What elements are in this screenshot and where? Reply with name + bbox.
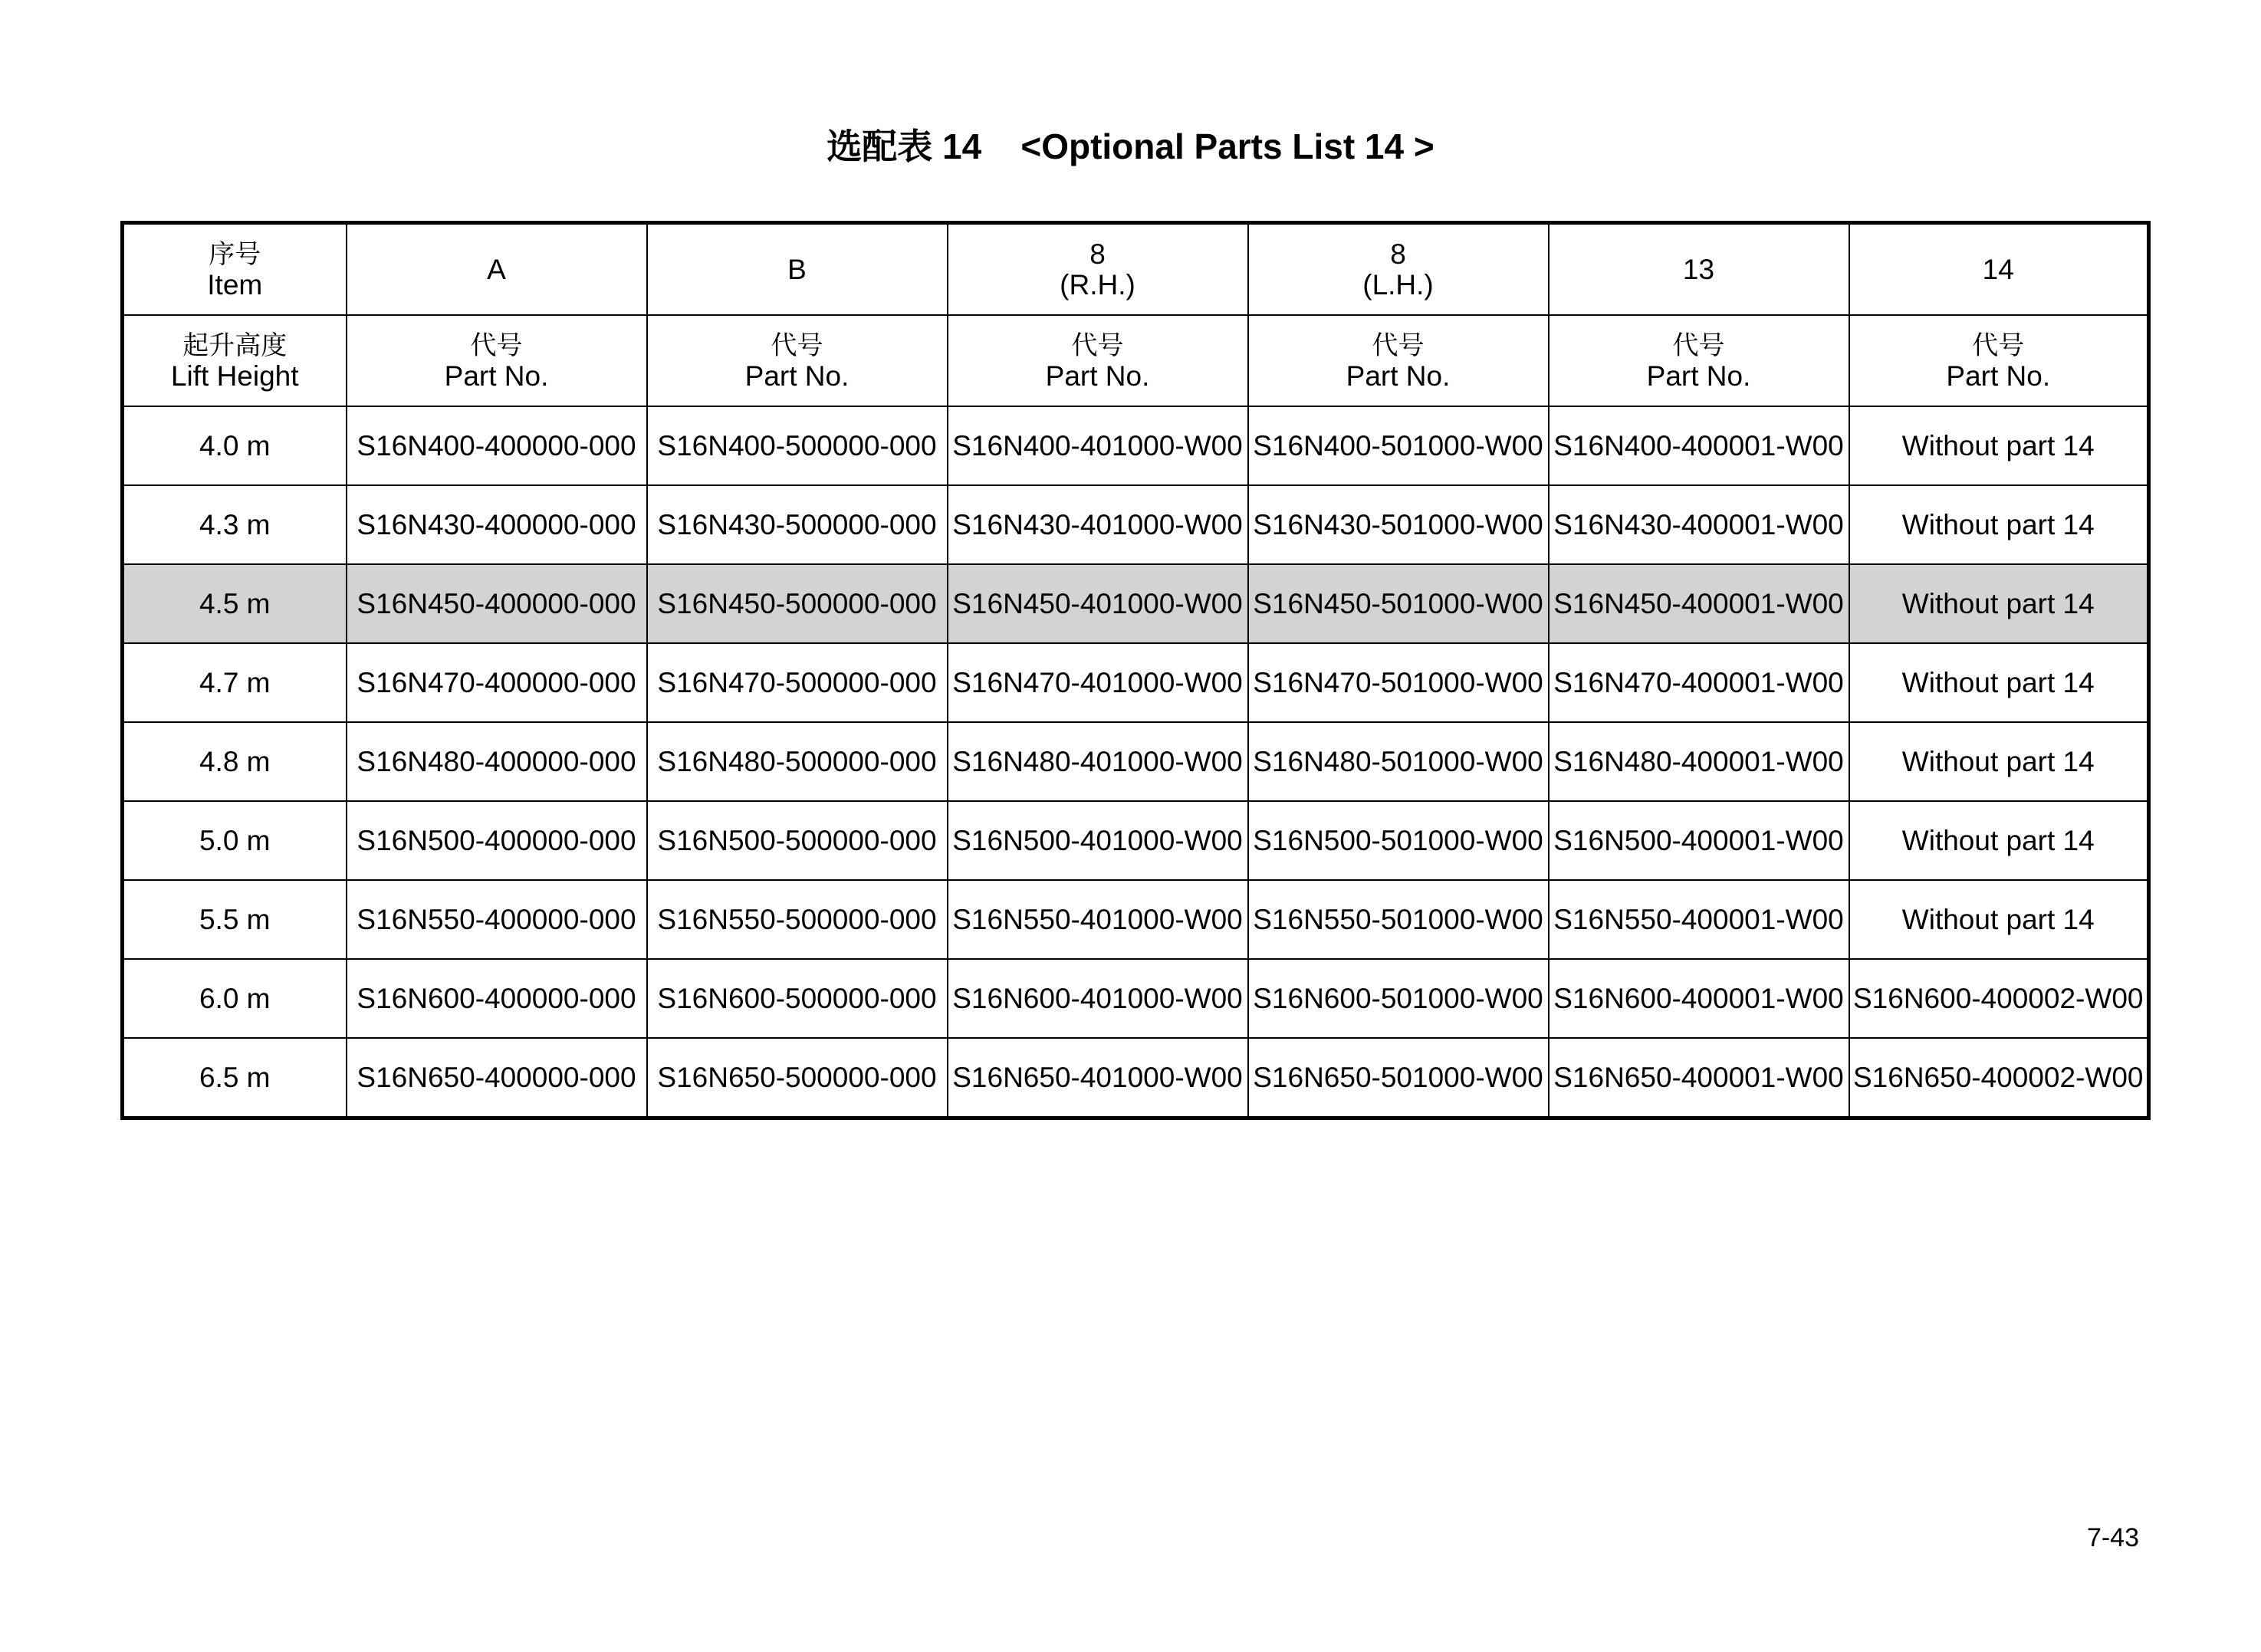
part-no-cell: S16N400-400000-000 [347,406,647,485]
header-part-no-zh: 代号 [1071,330,1124,361]
part-no-cell: S16N400-400001-W00 [1549,406,1849,485]
header-part-no [1849,315,2149,406]
header-part-no-en: Part No. [444,360,549,392]
header-part-no [347,315,647,406]
part-no-cell: S16N550-400001-W00 [1549,880,1849,959]
part-no-cell: S16N480-500000-000 [647,722,948,801]
part-no-cell: S16N470-401000-W00 [948,643,1248,722]
header-col-8-rh-side: (R.H.) [1060,268,1135,301]
part-no-cell: S16N470-400000-000 [347,643,647,722]
lift-height-cell: 6.0 m [123,959,347,1038]
header-part-no-en: Part No. [1346,360,1451,392]
header-col-b [647,223,948,316]
header-part-no-zh: 代号 [1972,330,2025,361]
table-row [123,801,2149,880]
part-no-cell: S16N550-500000-000 [647,880,948,959]
header-part-no-zh: 代号 [470,330,523,361]
header-row-item [123,223,2149,316]
header-col-a-label: A [487,253,506,285]
header-part-no-zh: 代号 [771,330,823,361]
part-no-cell: S16N500-400001-W00 [1549,801,1849,880]
title-number: 14 [942,126,982,166]
table-row [123,880,2149,959]
header-part-no-zh: 代号 [1372,330,1425,361]
header-item [123,223,347,316]
title-zh: 选配表 [827,126,933,167]
part-no-cell: S16N650-500000-000 [647,1038,948,1118]
header-row-part-no [123,315,2149,406]
header-item-en: Item [207,268,263,301]
header-col-b-label: B [787,253,807,285]
part-no-cell: S16N650-400000-000 [347,1038,647,1118]
part-no-cell: S16N400-500000-000 [647,406,948,485]
header-part-no [948,315,1248,406]
lift-height-cell: 4.0 m [123,406,347,485]
part-no-cell: Without part 14 [1849,643,2149,722]
part-no-cell: S16N430-501000-W00 [1248,485,1549,564]
header-part-no-zh: 代号 [1672,330,1725,361]
table-row [123,406,2149,485]
header-col-13 [1549,223,1849,316]
part-no-cell: S16N500-401000-W00 [948,801,1248,880]
part-no-cell: S16N650-400002-W00 [1849,1038,2149,1118]
part-no-cell: Without part 14 [1849,722,2149,801]
lift-height-cell: 4.8 m [123,722,347,801]
part-no-cell: S16N600-401000-W00 [948,959,1248,1038]
part-no-cell: S16N480-400001-W00 [1549,722,1849,801]
part-no-cell: Without part 14 [1849,801,2149,880]
header-part-no [1549,315,1849,406]
part-no-cell: S16N600-400001-W00 [1549,959,1849,1038]
table-row [123,485,2149,564]
header-col-8-rh [948,223,1248,316]
header-col-a [347,223,647,316]
part-no-cell: S16N470-501000-W00 [1248,643,1549,722]
page-title [0,126,2261,167]
part-no-cell: S16N400-401000-W00 [948,406,1248,485]
table-row [123,1038,2149,1118]
part-no-cell: Without part 14 [1849,406,2149,485]
part-no-cell: S16N430-500000-000 [647,485,948,564]
header-lift-height-zh: 起升高度 [182,330,288,361]
part-no-cell: S16N430-400001-W00 [1549,485,1849,564]
part-no-cell: S16N600-400000-000 [347,959,647,1038]
part-no-cell: S16N480-400000-000 [347,722,647,801]
part-no-cell: S16N600-501000-W00 [1248,959,1549,1038]
part-no-cell: S16N500-400000-000 [347,801,647,880]
part-no-cell: S16N450-401000-W00 [948,564,1248,643]
header-part-no-en: Part No. [1045,360,1150,392]
header-col-8-lh [1248,223,1549,316]
part-no-cell: S16N480-401000-W00 [948,722,1248,801]
lift-height-cell: 6.5 m [123,1038,347,1118]
part-no-cell: S16N500-500000-000 [647,801,948,880]
part-no-cell: S16N450-501000-W00 [1248,564,1549,643]
lift-height-cell: 5.0 m [123,801,347,880]
part-no-cell: S16N650-401000-W00 [948,1038,1248,1118]
part-no-cell: S16N550-401000-W00 [948,880,1248,959]
part-no-cell: S16N430-400000-000 [347,485,647,564]
part-no-cell: S16N470-500000-000 [647,643,948,722]
optional-parts-table [120,221,2151,1120]
part-no-cell: S16N600-400002-W00 [1849,959,2149,1038]
table-row [123,564,2149,643]
part-no-cell: Without part 14 [1849,485,2149,564]
lift-height-cell: 4.5 m [123,564,347,643]
part-no-cell: S16N450-400001-W00 [1549,564,1849,643]
header-item-zh: 序号 [209,238,261,270]
part-no-cell: S16N650-501000-W00 [1248,1038,1549,1118]
header-part-no-en: Part No. [744,360,850,392]
header-lift-height [123,315,347,406]
header-col-14-label: 14 [1982,253,2014,285]
header-col-8-rh-number: 8 [1089,238,1106,270]
header-part-no [1248,315,1549,406]
part-no-cell: S16N450-500000-000 [647,564,948,643]
part-no-cell: S16N470-400001-W00 [1549,643,1849,722]
header-col-13-label: 13 [1682,253,1715,285]
part-no-cell: S16N450-400000-000 [347,564,647,643]
header-part-no-en: Part No. [1946,360,2051,392]
header-part-no-en: Part No. [1646,360,1751,392]
table-row [123,959,2149,1038]
header-col-8-lh-side: (L.H.) [1362,268,1434,301]
title-en: <Optional Parts List 14 > [1020,126,1434,166]
part-no-cell: S16N500-501000-W00 [1248,801,1549,880]
lift-height-cell: 5.5 m [123,880,347,959]
part-no-cell: S16N550-501000-W00 [1248,880,1549,959]
part-no-cell: S16N430-401000-W00 [948,485,1248,564]
table-row [123,643,2149,722]
part-no-cell: Without part 14 [1849,880,2149,959]
header-lift-height-en: Lift Height [170,360,299,392]
part-no-cell: S16N480-501000-W00 [1248,722,1549,801]
part-no-cell: Without part 14 [1849,564,2149,643]
page-number: 7-43 [2086,1523,2139,1552]
table-row [123,722,2149,801]
header-part-no [647,315,948,406]
header-col-14 [1849,223,2149,316]
lift-height-cell: 4.3 m [123,485,347,564]
header-col-8-lh-number: 8 [1390,238,1406,270]
part-no-cell: S16N400-501000-W00 [1248,406,1549,485]
part-no-cell: S16N650-400001-W00 [1549,1038,1849,1118]
lift-height-cell: 4.7 m [123,643,347,722]
part-no-cell: S16N600-500000-000 [647,959,948,1038]
part-no-cell: S16N550-400000-000 [347,880,647,959]
